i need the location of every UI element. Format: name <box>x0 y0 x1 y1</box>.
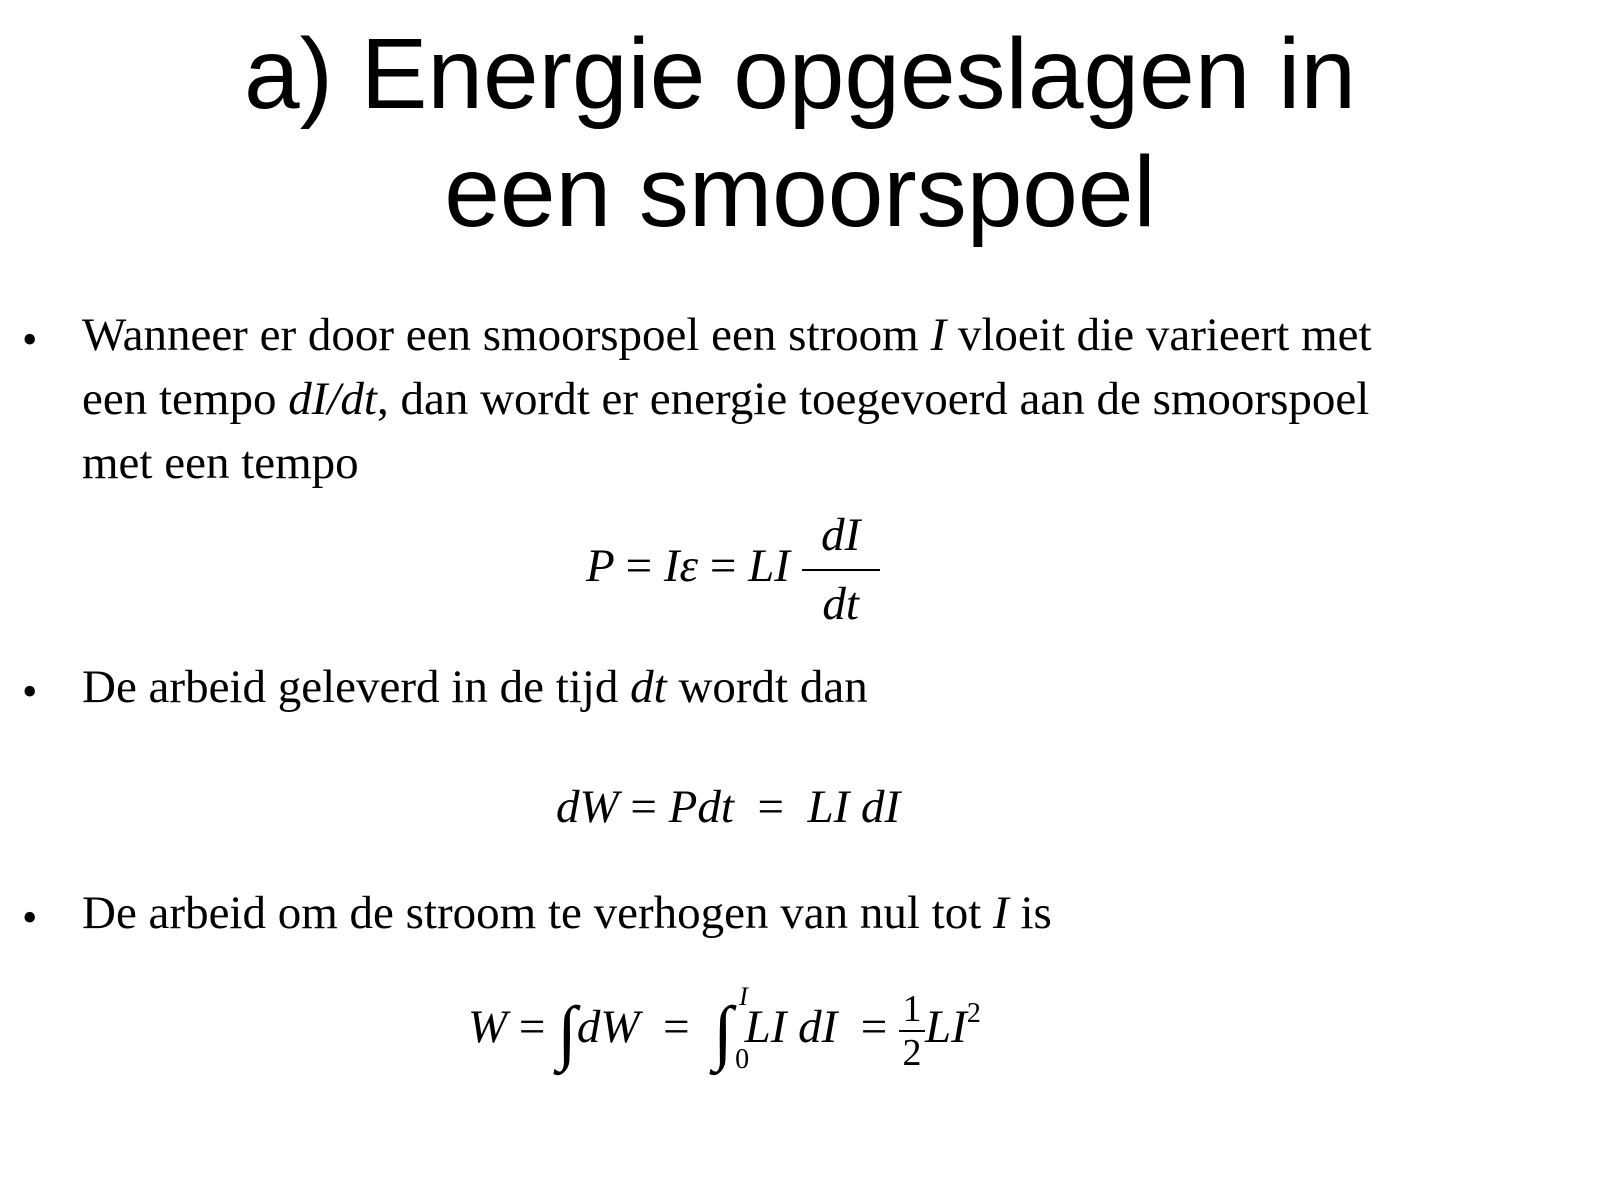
fraction-di-dt <box>802 509 880 630</box>
formula-power-lhs: P <box>586 539 614 592</box>
integral-body: LI dI <box>744 1000 838 1053</box>
bullet-2-text: wordt dan <box>666 661 868 713</box>
formula-power <box>586 509 880 630</box>
equals-sign: = <box>709 539 737 592</box>
integral-upper-limit: I <box>739 981 748 1011</box>
fraction-one-half <box>899 990 925 1072</box>
bullet-marker: • <box>22 315 38 364</box>
equals-sign: = <box>757 781 784 833</box>
equals-sign: = <box>518 1000 546 1053</box>
formula-work-lhs: dW <box>556 781 619 833</box>
equals-sign: = <box>630 781 657 833</box>
bullet-2-line <box>82 661 868 713</box>
formula-power-current: I <box>663 539 680 592</box>
equals-sign: = <box>860 1000 888 1053</box>
bullet-1-text: een tempo <box>82 373 289 425</box>
bullet-2-text: De arbeid geleverd in de tijd <box>82 661 631 713</box>
formula-power-rhs: LI <box>748 539 790 592</box>
slide-title-line-2: een smoorspoel <box>444 136 1156 248</box>
formula-total-lhs: W <box>468 1000 508 1053</box>
equals-sign: = <box>663 1000 690 1053</box>
bullet-1-text: vloeit die varieert met <box>946 309 1372 361</box>
formula-work-rhs: LI dI <box>807 781 901 833</box>
slide-title-line-1: a) Energie opgeslagen in <box>244 18 1356 130</box>
bullet-1-line-1 <box>82 309 1372 361</box>
bullet-1-variable: I <box>930 309 947 361</box>
formula-work-mid: Pdt <box>668 781 734 833</box>
bullet-marker: • <box>22 667 38 716</box>
definite-integral <box>713 981 750 1075</box>
integral-body: dW <box>576 1000 640 1053</box>
bullet-marker: • <box>22 893 38 942</box>
integral-lower-limit: 0 <box>735 1043 750 1075</box>
bullet-1-line-2 <box>82 373 1370 425</box>
integral-sign: ∫ <box>713 991 733 1072</box>
formula-work-differential <box>556 781 901 833</box>
fraction-numerator: 1 <box>902 988 922 1030</box>
bullet-3-text: De arbeid om de stroom te verhogen van nul tot <box>82 887 994 939</box>
bullet-1-variable: dI/dt <box>288 373 377 425</box>
fraction-numerator: dI <box>821 509 861 561</box>
bullet-2-variable: dt <box>630 661 667 713</box>
bullet-1-text: Wanneer er door een smoorspoel een stroom <box>82 309 931 361</box>
integral-sign: ∫ <box>557 991 577 1072</box>
formula-total-result: LI <box>925 1000 967 1053</box>
bullet-1-line-3: met een tempo <box>82 437 359 489</box>
equals-sign: = <box>625 539 653 592</box>
bullet-3-text: is <box>1008 887 1052 939</box>
formula-power-emf: ε <box>679 539 699 592</box>
exponent: 2 <box>966 997 981 1029</box>
bullet-1-text: , dan wordt er energie toegevoerd aan de smoorspoel <box>376 373 1370 425</box>
bullet-3-variable: I <box>993 887 1009 939</box>
bullet-3-line <box>82 887 1052 939</box>
fraction-denominator: dt <box>822 578 859 630</box>
formula-total-work <box>468 981 981 1075</box>
fraction-denominator: 2 <box>902 1032 922 1074</box>
